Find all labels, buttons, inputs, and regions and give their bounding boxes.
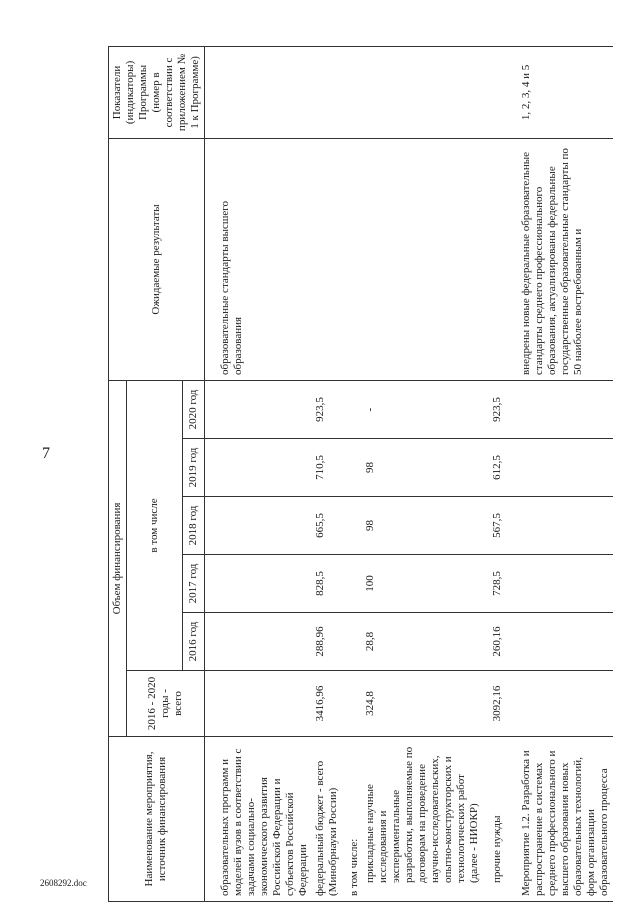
- header-funding: Объем финансирования: [109, 380, 127, 736]
- header-year-2019: 2019 год: [182, 439, 204, 497]
- row-name: в том числе:: [342, 737, 363, 902]
- cell-results: [342, 138, 363, 380]
- cell-results: образовательные стандарты высшего образования: [204, 138, 311, 380]
- cell-2017: [342, 555, 363, 613]
- cell-2018: 567,5: [483, 497, 506, 555]
- cell-indicators: [312, 46, 342, 138]
- cell-indicators: [483, 46, 506, 138]
- cell-2017: 828,5: [312, 555, 342, 613]
- header-indicators: Показатели (индикаторы) Программы (номер в соответствии с приложением № 1 к Программе): [109, 46, 205, 138]
- header-including: в том числе: [126, 380, 182, 670]
- document-code: 2608292.doc: [40, 878, 87, 888]
- cell-2019: [506, 439, 613, 497]
- table-row: [204, 46, 311, 901]
- cell-2016: 288,96: [312, 613, 342, 671]
- cell-2016: 260,16: [483, 613, 506, 671]
- cell-results: [362, 138, 483, 380]
- cell-2018: 98: [362, 497, 483, 555]
- row-name: прикладные научные исследования и экспериментальные разработки, выполняемые по договорам на проведение научно-исследовательских, опытно-конструкторских и технологических работ (далее - НИОКР): [362, 737, 483, 902]
- cell-total: 324,8: [362, 671, 483, 737]
- header-year-2018: 2018 год: [182, 497, 204, 555]
- cell-2016: [342, 613, 363, 671]
- page-number: 7: [42, 445, 50, 462]
- cell-2016: [204, 613, 311, 671]
- cell-total: 3416,96: [312, 671, 342, 737]
- header-name: Наименование мероприятия, источник финансирования: [109, 737, 205, 902]
- table-row: [483, 46, 506, 901]
- cell-2018: [342, 497, 363, 555]
- header-year-2020: 2020 год: [182, 380, 204, 438]
- cell-2017: 728,5: [483, 555, 506, 613]
- cell-indicators: [342, 46, 363, 138]
- cell-2019: [204, 439, 311, 497]
- cell-2018: [204, 497, 311, 555]
- cell-2019: 98: [362, 439, 483, 497]
- row-name: Мероприятие 1.2. Разработка и распространение в системах среднего профессионального и высшего образования новых образовательных технологий, форм организации образовательного процесса: [506, 737, 613, 902]
- cell-2016: [506, 613, 613, 671]
- cell-total: [342, 671, 363, 737]
- table-row: [362, 46, 483, 901]
- cell-2016: 28,8: [362, 613, 483, 671]
- cell-2017: 100: [362, 555, 483, 613]
- cell-indicators: [362, 46, 483, 138]
- cell-results: внедрены новые федеральные образовательные стандарты среднего профессионального образования, актуализированы федеральные государственные образовательные стандарты по 50 наиболее востребованным и: [506, 138, 613, 380]
- cell-total: [204, 671, 311, 737]
- table-row: [506, 46, 613, 901]
- cell-indicators: [204, 46, 311, 138]
- cell-2020: 923,5: [483, 380, 506, 438]
- row-name: образовательных программ и моделей вузов в соответствии с задачами социально-экономического развития Российской Федерации и субъектов Российской Федерации: [204, 737, 311, 902]
- cell-2020: [342, 380, 363, 438]
- table-row: [312, 46, 342, 901]
- cell-2019: 710,5: [312, 439, 342, 497]
- program-funding-table: [108, 46, 613, 902]
- cell-2020: 923,5: [312, 380, 342, 438]
- cell-2020: [204, 380, 311, 438]
- cell-2017: [204, 555, 311, 613]
- cell-2017: [506, 555, 613, 613]
- cell-results: [483, 138, 506, 380]
- cell-2019: [342, 439, 363, 497]
- cell-2018: [506, 497, 613, 555]
- cell-total: [506, 671, 613, 737]
- header-results: Ожидаемые результаты: [109, 138, 205, 380]
- row-name: прочие нужды: [483, 737, 506, 902]
- header-year-2016: 2016 год: [182, 613, 204, 671]
- cell-2018: 665,5: [312, 497, 342, 555]
- rotated-page-content: [108, 47, 610, 902]
- cell-2020: [506, 380, 613, 438]
- cell-2020: -: [362, 380, 483, 438]
- header-year-2017: 2017 год: [182, 555, 204, 613]
- cell-indicators: 1, 2, 3, 4 и 5: [506, 46, 613, 138]
- cell-results: [312, 138, 342, 380]
- cell-total: 3092,16: [483, 671, 506, 737]
- row-name: федеральный бюджет - всего (Минобрнауки России): [312, 737, 342, 902]
- header-total: 2016 - 2020 годы - всего: [126, 671, 204, 737]
- table-row: [342, 46, 363, 901]
- cell-2019: 612,5: [483, 439, 506, 497]
